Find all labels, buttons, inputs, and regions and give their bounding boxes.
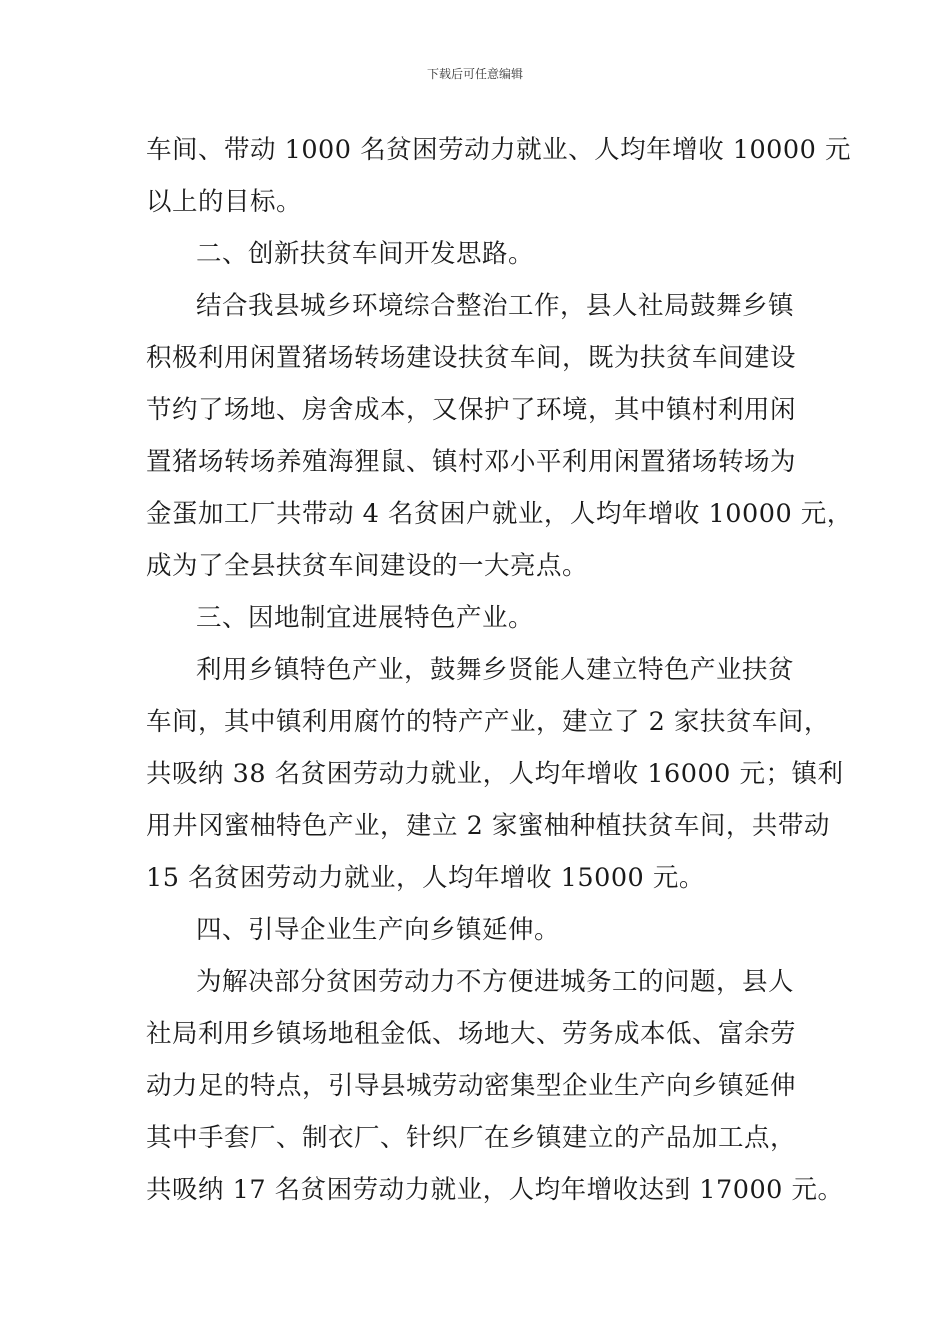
paragraph-first-line: 结合我县城乡环境综合整治工作，县人社局鼓舞乡镇 (196, 291, 795, 321)
body-line: 车间，其中镇利用腐竹的特产产业，建立了 2 家扶贫车间， (146, 707, 830, 737)
body-line: 成为了全县扶贫车间建设的一大亮点。 (146, 551, 589, 581)
section-heading: 四、引导企业生产向乡镇延伸。 (196, 915, 561, 945)
body-line: 社局利用乡镇场地租金低、场地大、劳务成本低、富余劳 (146, 1019, 797, 1049)
section-heading: 二、创新扶贫车间开发思路。 (196, 239, 535, 269)
body-line: 动力足的特点，引导县城劳动密集型企业生产向乡镇延伸 (146, 1071, 797, 1101)
document-body (146, 124, 853, 1216)
paragraph-first-line: 利用乡镇特色产业，鼓舞乡贤能人建立特色产业扶贫 (196, 655, 795, 685)
body-line: 其中手套厂、制衣厂、针织厂在乡镇建立的产品加工点， (146, 1123, 797, 1153)
page-header-note: 下载后可任意编辑 (426, 67, 523, 81)
body-line: 用井冈蜜柚特色产业，建立 2 家蜜柚种植扶贫车间，共带动 (146, 811, 830, 841)
body-line: 金蛋加工厂共带动 4 名贫困户就业，人均年增收 10000 元， (146, 499, 853, 529)
paragraph-first-line: 为解决部分贫困劳动力不方便进城务工的问题，县人 (196, 967, 795, 997)
body-line: 共吸纳 38 名贫困劳动力就业，人均年增收 16000 元；镇利 (146, 759, 844, 789)
body-line: 积极利用闲置猪场转场建设扶贫车间，既为扶贫车间建设 (146, 343, 797, 373)
body-line: 车间、带动 1000 名贫困劳动力就业、人均年增收 10000 元 (146, 135, 851, 165)
body-line: 以上的目标。 (146, 187, 303, 217)
body-line: 节约了场地、房舍成本，又保护了环境，其中镇村利用闲 (146, 395, 797, 425)
body-line: 置猪场转场养殖海狸鼠、镇村邓小平利用闲置猪场转场为 (146, 447, 797, 477)
body-line: 15 名贫困劳动力就业，人均年增收 15000 元。 (146, 863, 705, 893)
section-heading: 三、因地制宜进展特色产业。 (196, 603, 535, 633)
body-line: 共吸纳 17 名贫困劳动力就业，人均年增收达到 17000 元。 (146, 1175, 844, 1205)
